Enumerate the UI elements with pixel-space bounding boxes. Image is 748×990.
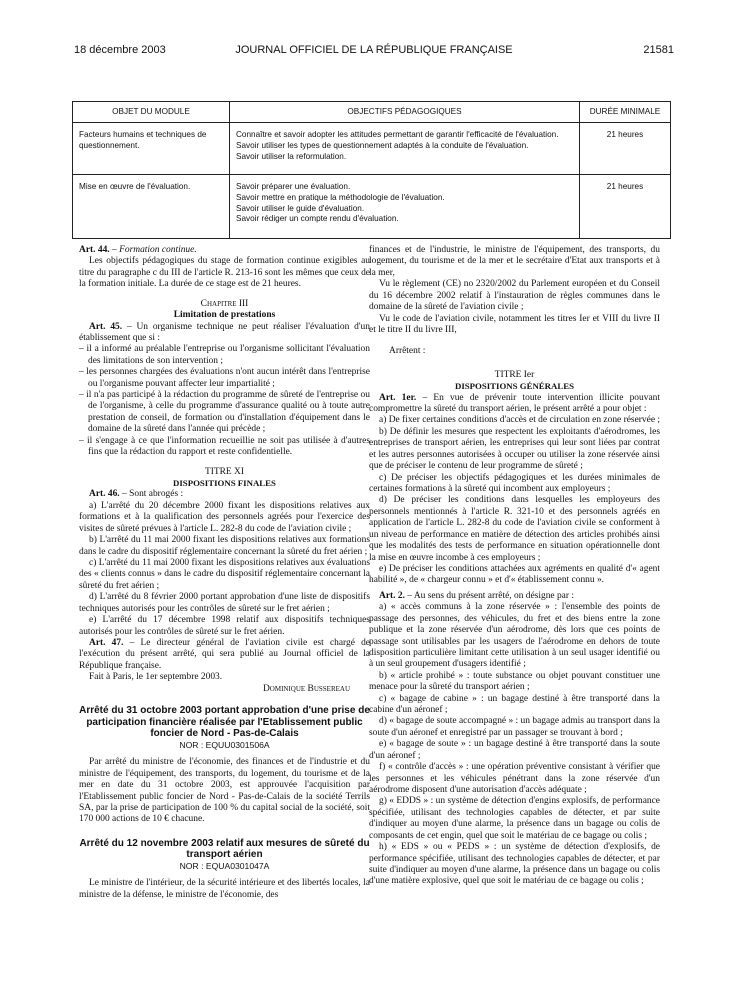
chapter-title: Limitation de prestations (173, 310, 276, 321)
objectif-line: Savoir utiliser le guide d'évaluation. (236, 203, 365, 213)
article-number: Art. 44. (79, 245, 110, 255)
article-44 (79, 245, 370, 256)
cell-objectifs (230, 123, 580, 175)
list-item: c) L'arrêté du 11 mai 2000 fixant les dispositions relatives aux évaluations des « clients connus » dans le cadre du dispositif réglementaire concernant la sûreté du fret aérien ; (79, 557, 370, 591)
titre-heading: TITRE Ier (494, 369, 535, 380)
chapter-heading: Chapitre III (200, 298, 249, 309)
header-objectifs: OBJECTIFS PÉDAGOGIQUES (230, 102, 580, 123)
list-item: – il a informé au préalable l'entreprise ou l'organisme sollicitant l'évaluation des limitations de son intervention ; (79, 344, 370, 366)
list-item: c) « bagage de cabine » : un bagage destiné à être transporté dans la cabine d'un aéronef ; (369, 693, 660, 716)
nor-reference: NOR : EQUA0301047A (179, 860, 270, 871)
nor-reference: NOR : EQUU0301506A (179, 739, 270, 750)
left-column (79, 245, 370, 901)
article-title: – Formation continue. (109, 245, 197, 255)
header-date: 18 décembre 2003 (74, 44, 166, 56)
cell-duree: 21 heures (580, 175, 671, 239)
list-item: a) De fixer certaines conditions d'accès et de circulation en zone réservée ; (379, 415, 661, 426)
journal-title: JOURNAL OFFICIEL DE LA RÉPUBLIQUE FRANÇAISE (235, 44, 513, 56)
list-item: – il s'engage à ce que l'information recueillie ne soit pas utilisée à d'autres fins que la rédaction du rapport et reste confidentielle. (79, 435, 370, 458)
article-number: Art. 45. (89, 321, 123, 332)
list-item: – il n'a pas participé à la rédaction du programme de sûreté de l'entreprise ou de l'organisme, à celle du programme d'assurance qualité ou à toute autre prestation de conseil, de formation ou d'installation d'équipement dans le domaine de la sûreté dans l'année qui précède ; (79, 390, 370, 435)
article-46 (79, 489, 370, 500)
list-item: a) « accès communs à la zone réservée » : l'ensemble des points de passage des personnes, des véhicules, du fret et des biens entre la zone publique et la zone réservée d'un aérodrome, dès lors que ces points de passage sont utilisables par les usagers de l'aérodrome en dehors de toute disposition particulière limitant cette utilisation à un seul usager identifié ou à un seul groupement d'usagers identifié ; (369, 602, 660, 670)
table-row (73, 123, 671, 175)
decree-title: Arrêté du 31 octobre 2003 portant approbation d'une prise de participation financière réalisée par l'Etablissement public foncier de Nord - Pas-de-Calais (79, 705, 370, 740)
cell-duree: 21 heures (580, 123, 671, 175)
page-header (74, 44, 674, 60)
right-column (369, 245, 660, 888)
article-number: Art. 46. (89, 489, 120, 500)
article-body: – Le directeur général de l'aviation civile est chargé de l'exécution du présent arrêté, qui sera publié au Journal officiel de la République française. (79, 637, 370, 671)
list-item: h) « EDS » ou « PEDS » : un système de détection d'explosifs, de performance spécifiée, utilisant des technologies capables de détecter, et par suite d'indiquer au moyen d'une alarme, la présence dans un bagage ou colis d'une matière explosive, quel que soit le matériau de ce bagage ou colis ; (369, 842, 660, 887)
article-number: Art. 2. (379, 590, 405, 601)
article-number: Art. 1er. (379, 392, 417, 403)
list-item: e) De préciser les conditions attachées aux agréments en qualité d'« agent habilité », de « chargeur connu » et d'« établissement connu ». (369, 563, 660, 586)
objectif-line: Savoir mettre en pratique la méthodologie de l'évaluation. (236, 192, 445, 202)
objectif-line: Savoir préparer une évaluation. (236, 182, 351, 191)
paragraph: finances et de l'industrie, le ministre de l'équipement, des transports, du logement, du tourisme et de la mer et le secrétaire d'Etat aux transports et à la mer, (369, 245, 660, 278)
article-intro: – Au sens du présent arrêté, on désigne par : (404, 590, 574, 601)
header-duree: DURÉE MINIMALE (580, 102, 671, 123)
page-number: 21581 (643, 44, 674, 56)
list-item: – les personnes chargées des évaluations n'ont aucun intérêt dans l'entreprise ou l'organisme pouvant affecter leur impartialité ; (79, 367, 370, 389)
table-header-row (73, 102, 671, 123)
objectif-line: Savoir rédiger un compte rendu d'évaluation. (236, 214, 399, 224)
list-item: e) L'arrêté du 17 décembre 1998 relatif aux dispositifs techniques autorisés pour les contrôles de sûreté sur le fret aérien. (79, 615, 370, 637)
article-45 (79, 322, 370, 345)
list-item: f) « contrôle d'accès » : une opération préventive consistant à vérifier que les personnes et les véhicules pénétrant dans la zone réservée d'un aérodrome disposent d'une autorisation d'accès adéquate ; (369, 762, 660, 795)
list-item: a) L'arrêté du 20 décembre 2000 fixant les dispositions relatives aux formations et à la qualification des personnels agréés pour l'exercice des visites de sûreté prévues à l'article L. 282-8 du code de l'aviation civile ; (79, 500, 370, 534)
article-intro: – Sont abrogés : (119, 489, 184, 500)
cell-objet: Facteurs humains et techniques de questionnement. (73, 123, 230, 175)
article-1 (369, 393, 660, 416)
date-line: Fait à Paris, le 1er septembre 2003. (89, 672, 223, 683)
article-intro: – En vue de prévenir toute intervention illicite pouvant compromettre la sûreté du transport aérien, le présent arrêté a pour objet : (369, 392, 660, 415)
paragraph: Les objectifs pédagogiques du stage de formation continue exigibles au titre du paragraphe c du III de l'article R. 213-16 sont les mêmes que ceux de la formation initiale. La durée de ce stage est de 21 heures. (79, 256, 370, 290)
list-item: b) De définir les mesures que respectent les exploitants d'aérodromes, les entreprises de transport aérien, les entreprises qui leur sont liées par contrat et les autres personnes autorisées à occuper ou utiliser la zone réservée ainsi que de préciser le contenu de leur programme de sûreté ; (369, 426, 660, 472)
paragraph: Le ministre de l'intérieur, de la sécurité intérieure et des libertés locales, la ministre de la défense, le ministre de l'économie, des (79, 878, 370, 900)
article-2 (369, 591, 660, 602)
paragraph: Vu le code de l'aviation civile, notamment les titres Ier et VIII du livre II et le titre II du livre III, (369, 313, 660, 335)
arretent-line: Arrêtent : (389, 346, 426, 357)
titre-title: DISPOSITIONS FINALES (173, 478, 276, 489)
list-item: e) « bagage de soute » : un bagage destiné à être transporté dans la soute d'un aéronef ; (369, 739, 660, 761)
table-row (73, 175, 671, 239)
list-item: c) De préciser les objectifs pédagogiques et les durées minimales de certaines formations à la sûreté qui incombent aux employeurs ; (369, 472, 660, 495)
objectif-line: Connaître et savoir adopter les attitudes permettant de garantir l'efficacité de l'évaluation. (236, 130, 559, 139)
list-item: d) De préciser les conditions dans lesquelles les employeurs des personnels mentionnés à l'article R. 321-10 et des personnels agréés en application de l'article L. 282-8 du code de l'aviation civile se conforment à un niveau de performance en matière de détection des articles prohibés ainsi que les modalités des tests de performance en situation opérationnelle dont la mise en œuvre incombe à ces employeurs ; (369, 495, 660, 563)
objectif-line: Savoir utiliser les types de questionnement adaptés à la conduite de l'évaluation. (236, 140, 529, 150)
cell-objet: Mise en œuvre de l'évaluation. (73, 175, 230, 239)
list-item: b) « article prohibé » : toute substance ou objet pouvant constituer une menace pour la sûreté du transport aérien ; (369, 670, 660, 693)
signature: Dominique Bussereau (262, 683, 350, 694)
paragraph: Vu le règlement (CE) no 2320/2002 du Parlement européen et du Conseil du 16 décembre 2002 relatif à l'instauration de règles communes dans le domaine de la sûreté de l'aviation civile ; (369, 279, 660, 313)
objectif-line: Savoir utiliser la reformulation. (236, 151, 347, 161)
titre-title: DISPOSITIONS GÉNÉRALES (454, 381, 575, 392)
cell-objectifs (230, 175, 580, 239)
paragraph: Par arrêté du ministre de l'économie, des finances et de l'industrie et du ministre de l'équipement, des transports, du logement, du tourisme et de la mer en date du 31 octobre 2003, est approuvée l'acquisition par l'Etablissement public foncier de Nord - Pas-de-Calais de la société Terrils SA, par la prise de participation de 100 % du capital social de la société, soit 170 000 actions de 10 € chacune. (79, 757, 370, 825)
header-objet: OBJET DU MODULE (73, 102, 230, 123)
list-item: g) « EDDS » : un système de détection d'engins explosifs, de performance spécifiée, utilisant des technologies capables de détecter, et par suite d'indiquer au moyen d'une alarme, la présence dans un bagage ou colis de composants de cet engin, quel que soit le matériau de ce bagage ou colis ; (369, 796, 660, 841)
list-item: d) L'arrêté du 8 février 2000 portant approbation d'une liste de dispositifs techniques autorisés pour les contrôles de sûreté sur le fret aérien ; (79, 592, 370, 614)
article-intro: – Un organisme technique ne peut réaliser l'évaluation d'un établissement que si : (79, 321, 370, 343)
article-number: Art. 47. (89, 637, 124, 648)
titre-heading: TITRE XI (204, 466, 245, 477)
article-47 (79, 638, 370, 672)
decree-title: Arrêté du 12 novembre 2003 relatif aux mesures de sûreté du transport aérien (79, 837, 370, 861)
list-item: b) L'arrêté du 11 mai 2000 fixant les dispositions relatives aux formations dans le cadre du dispositif réglementaire concernant la sûreté du fret aérien ; (79, 535, 370, 557)
module-table (72, 101, 671, 239)
list-item: d) « bagage de soute accompagné » : un bagage admis au transport dans la soute d'un aéronef et enregistré par un passager se trouvant à bord ; (369, 716, 660, 738)
